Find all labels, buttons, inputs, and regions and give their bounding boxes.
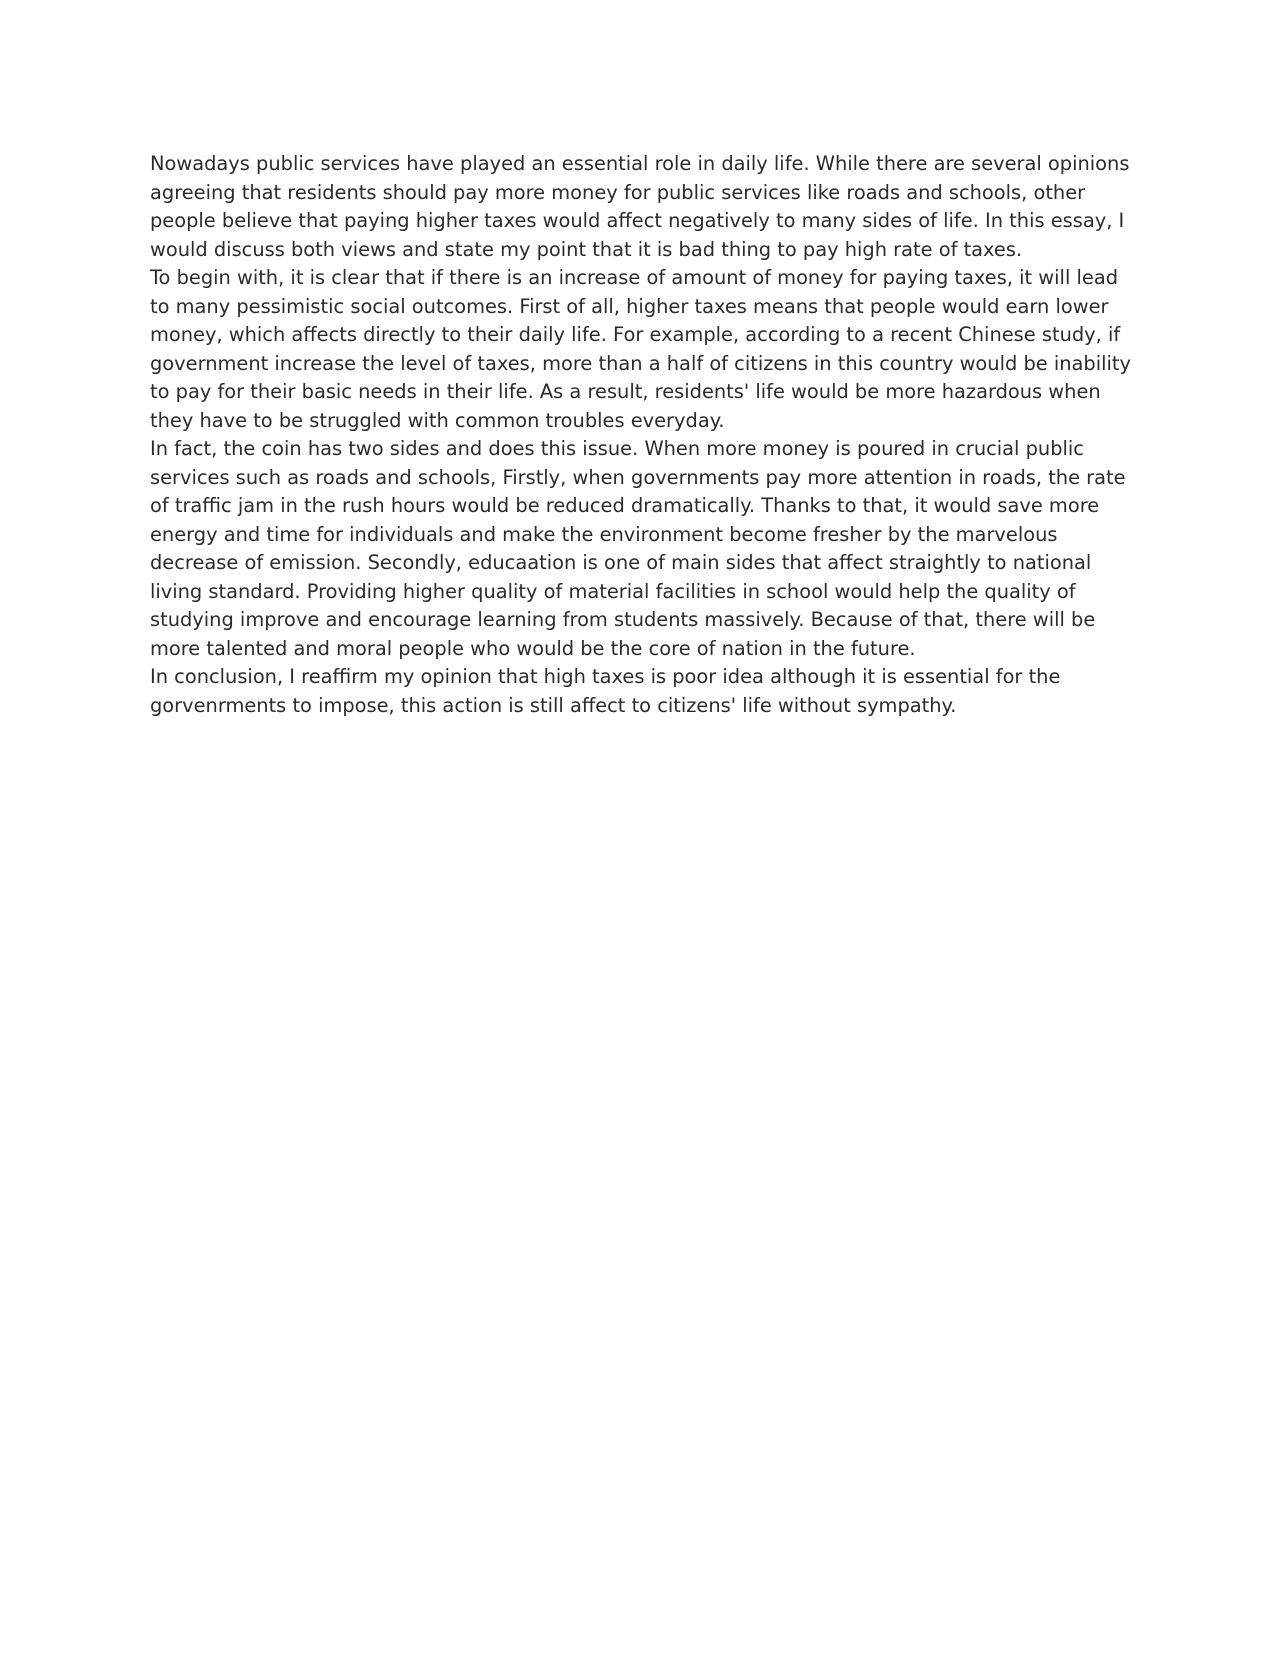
essay-body	[150, 150, 1140, 720]
paragraph-introduction: Nowadays public services have played an essential role in daily life. While there are several opinions agreeing that residents should pay more money for public services like roads and schools, other people believe that paying higher taxes would affect negatively to many sides of life. In this essay, I would discuss both views and state my point that it is bad thing to pay high rate of taxes.	[150, 152, 1130, 261]
paragraph-conclusion: In conclusion, I reaffirm my opinion that high taxes is poor idea although it is essential for the gorvenrments to impose, this action is still affect to citizens' life without sympathy.	[150, 665, 1061, 717]
paragraph-body-two: In fact, the coin has two sides and does this issue. When more money is poured in crucial public services such as roads and schools, Firstly, when governments pay more attention in roads, the rate of traffic jam in the rush hours would be reduced dramatically. Thanks to that, it would save more energy and time for individuals and make the environment become fresher by the marvelous decrease of emission. Secondly, educaation is one of main sides that affect straightly to national living standard. Providing higher quality of material facilities in school would help the quality of studying improve and encourage learning from students massively. Because of that, there will be more talented and moral people who would be the core of nation in the future.	[150, 437, 1126, 660]
paragraph-body-one: To begin with, it is clear that if there is an increase of amount of money for paying taxes, it will lead to many pessimistic social outcomes. First of all, higher taxes means that people would earn lower money, which affects directly to their daily life. For example, according to a recent Chinese study, if government increase the level of taxes, more than a half of citizens in this country would be inability to pay for their basic needs in their life. As a result, residents' life would be more hazardous when they have to be struggled with common troubles everyday.	[150, 266, 1131, 432]
